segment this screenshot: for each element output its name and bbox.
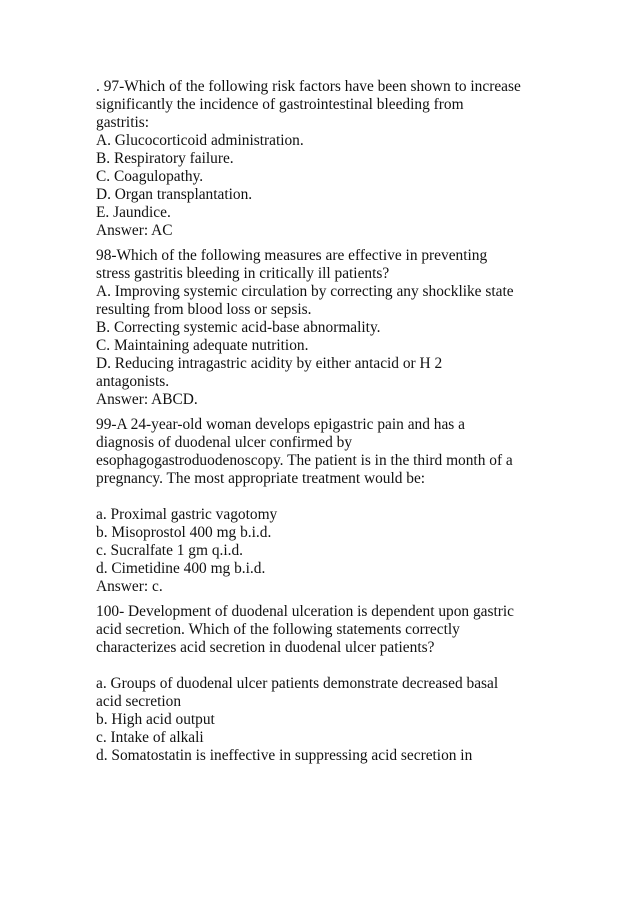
question-98-option-c: C. Maintaining adequate nutrition. xyxy=(96,337,309,354)
question-98-stem-line: stress gastritis bleeding in critically ill patients? xyxy=(96,265,390,282)
question-98-option-a: A. Improving systemic circulation by correcting any shocklike state xyxy=(96,283,514,300)
question-98 xyxy=(96,247,566,409)
question-97-option-a: A. Glucocorticoid administration. xyxy=(96,132,304,149)
question-98-option-a-cont: resulting from blood loss or sepsis. xyxy=(96,301,312,318)
question-97-stem-line: . 97-Which of the following risk factors have been shown to increase xyxy=(96,78,521,95)
question-97-stem-line: gastritis: xyxy=(96,114,150,131)
question-99 xyxy=(96,416,566,596)
question-97-answer: Answer: AC xyxy=(96,222,173,239)
question-99-option-b: b. Misoprostol 400 mg b.i.d. xyxy=(96,524,272,541)
question-98-option-b: B. Correcting systemic acid-base abnormality. xyxy=(96,319,381,336)
question-99-option-c: c. Sucralfate 1 gm q.i.d. xyxy=(96,542,244,559)
question-99-stem-line: diagnosis of duodenal ulcer confirmed by xyxy=(96,434,353,451)
question-98-answer: Answer: ABCD. xyxy=(96,391,198,408)
question-100-stem-line: characterizes acid secretion in duodenal ulcer patients? xyxy=(96,639,435,656)
question-99-answer: Answer: c. xyxy=(96,578,163,595)
question-100-option-a-cont: acid secretion xyxy=(96,693,182,710)
question-97-option-d: D. Organ transplantation. xyxy=(96,186,253,203)
question-100-option-d: d. Somatostatin is ineffective in suppressing acid secretion in xyxy=(96,747,473,764)
question-98-stem-line: 98-Which of the following measures are effective in preventing xyxy=(96,247,488,264)
question-99-stem-line: 99-A 24-year-old woman develops epigastric pain and has a xyxy=(96,416,465,433)
question-97 xyxy=(96,78,566,240)
question-100 xyxy=(96,603,566,765)
question-100-option-c: c. Intake of alkali xyxy=(96,729,204,746)
question-100-option-b: b. High acid output xyxy=(96,711,215,728)
question-99-option-d: d. Cimetidine 400 mg b.i.d. xyxy=(96,560,266,577)
question-98-option-d: D. Reducing intragastric acidity by either antacid or H 2 xyxy=(96,355,443,372)
question-97-option-c: C. Coagulopathy. xyxy=(96,168,204,185)
question-99-stem-line: esophagogastroduodenoscopy. The patient is in the third month of a xyxy=(96,452,513,469)
question-100-stem-line: 100- Development of duodenal ulceration is dependent upon gastric xyxy=(96,603,514,620)
question-100-option-a: a. Groups of duodenal ulcer patients demonstrate decreased basal xyxy=(96,675,499,692)
question-97-stem-line: significantly the incidence of gastrointestinal bleeding from xyxy=(96,96,464,113)
question-97-option-b: B. Respiratory failure. xyxy=(96,150,234,167)
question-99-option-a: a. Proximal gastric vagotomy xyxy=(96,506,278,523)
question-97-option-e: E. Jaundice. xyxy=(96,204,171,221)
question-98-option-d-cont: antagonists. xyxy=(96,373,170,390)
question-100-stem-line: acid secretion. Which of the following statements correctly xyxy=(96,621,460,638)
document-body xyxy=(96,78,566,765)
question-99-stem-line: pregnancy. The most appropriate treatment would be: xyxy=(96,470,426,487)
